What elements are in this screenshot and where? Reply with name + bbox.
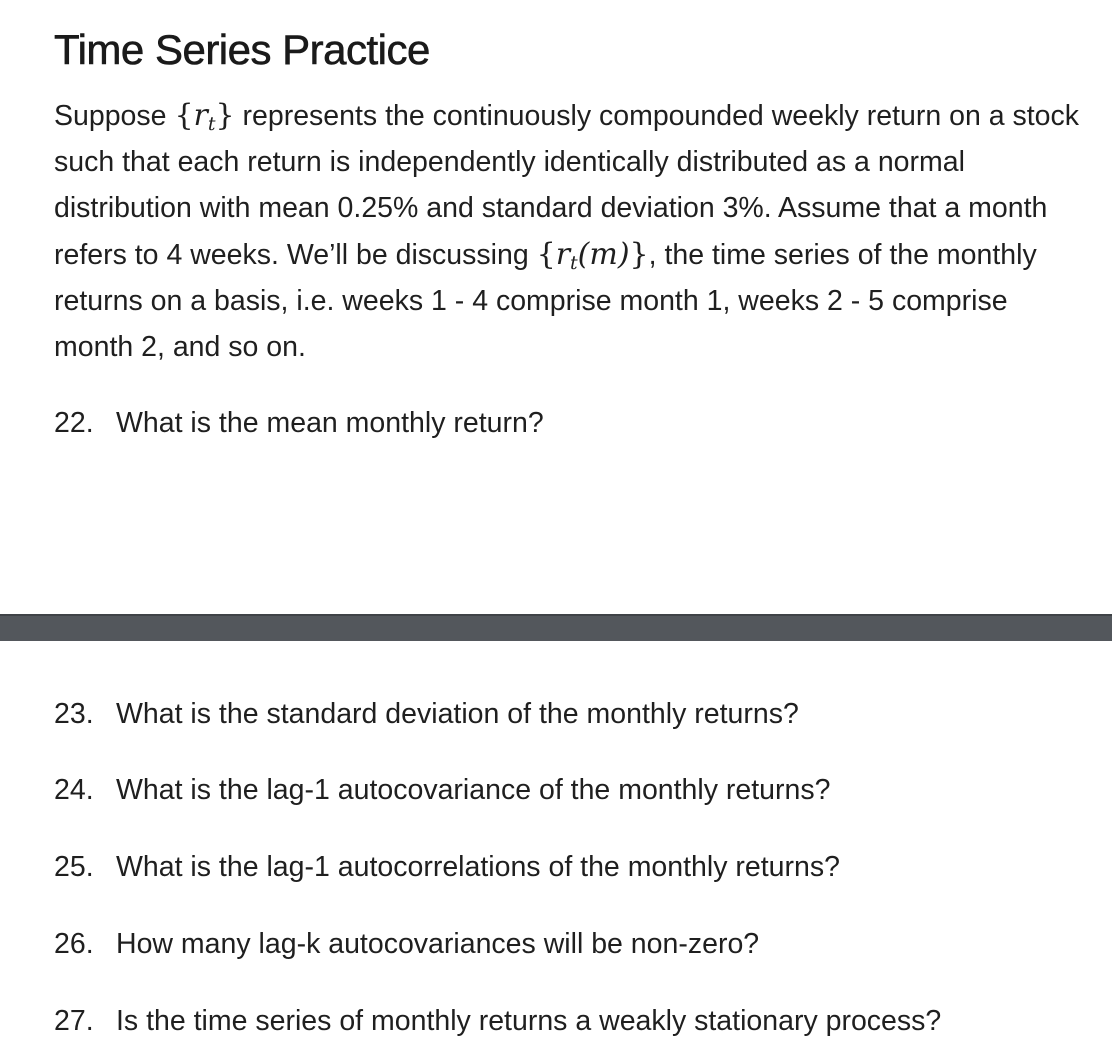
math-brace-open: { [536, 236, 556, 272]
math-brace-close: } [629, 236, 649, 272]
math-subscript: t [207, 113, 216, 135]
math-brace-open: { [174, 98, 194, 133]
math-rtm [537, 237, 649, 272]
question-24 [54, 770, 830, 810]
question-text: How many lag-k autocovariances will be non-zero? [116, 928, 760, 960]
math-rt [174, 98, 234, 133]
question-number: 24. [54, 774, 94, 806]
math-argument: (m) [577, 236, 630, 272]
section-divider [0, 614, 1112, 641]
question-23 [54, 694, 799, 734]
intro-paragraph [54, 93, 1094, 370]
page-title: Time Series Practice [54, 26, 430, 73]
question-text: What is the mean monthly return? [116, 407, 544, 439]
question-text: What is the standard deviation of the monthly returns? [116, 698, 799, 730]
intro-text-3: , the time series of the monthly returns on a basis, i.e. weeks 1 - 4 comprise month 1, weeks 2 - 5 comprise month 2, and so on. [54, 238, 1037, 364]
question-25 [54, 847, 840, 887]
question-text: What is the lag-1 autocovariance of the monthly returns? [116, 774, 831, 806]
question-text: Is the time series of monthly returns a weakly stationary process? [116, 1005, 942, 1037]
math-subscript: t [570, 251, 578, 274]
intro-text-1: Suppose [54, 100, 175, 132]
question-number: 23. [54, 698, 94, 730]
intro-text-2: represents the continuously compounded weekly return on a stock such that each return is independently identically distributed as a normal distribution with mean 0.25% and standard deviation 3%. Assume that a month refers to 4 weeks. We’ll be discussing [54, 100, 1080, 271]
question-26 [54, 924, 759, 964]
question-text: What is the lag-1 autocorrelations of the monthly returns? [116, 851, 840, 883]
question-number: 22. [54, 407, 94, 439]
question-number: 27. [54, 1005, 94, 1037]
math-base: r [555, 236, 571, 272]
question-27 [54, 1001, 941, 1041]
math-base: r [193, 98, 208, 133]
math-brace-close: } [215, 98, 235, 133]
question-22 [54, 403, 544, 443]
question-number: 26. [54, 928, 94, 960]
question-number: 25. [54, 851, 94, 883]
